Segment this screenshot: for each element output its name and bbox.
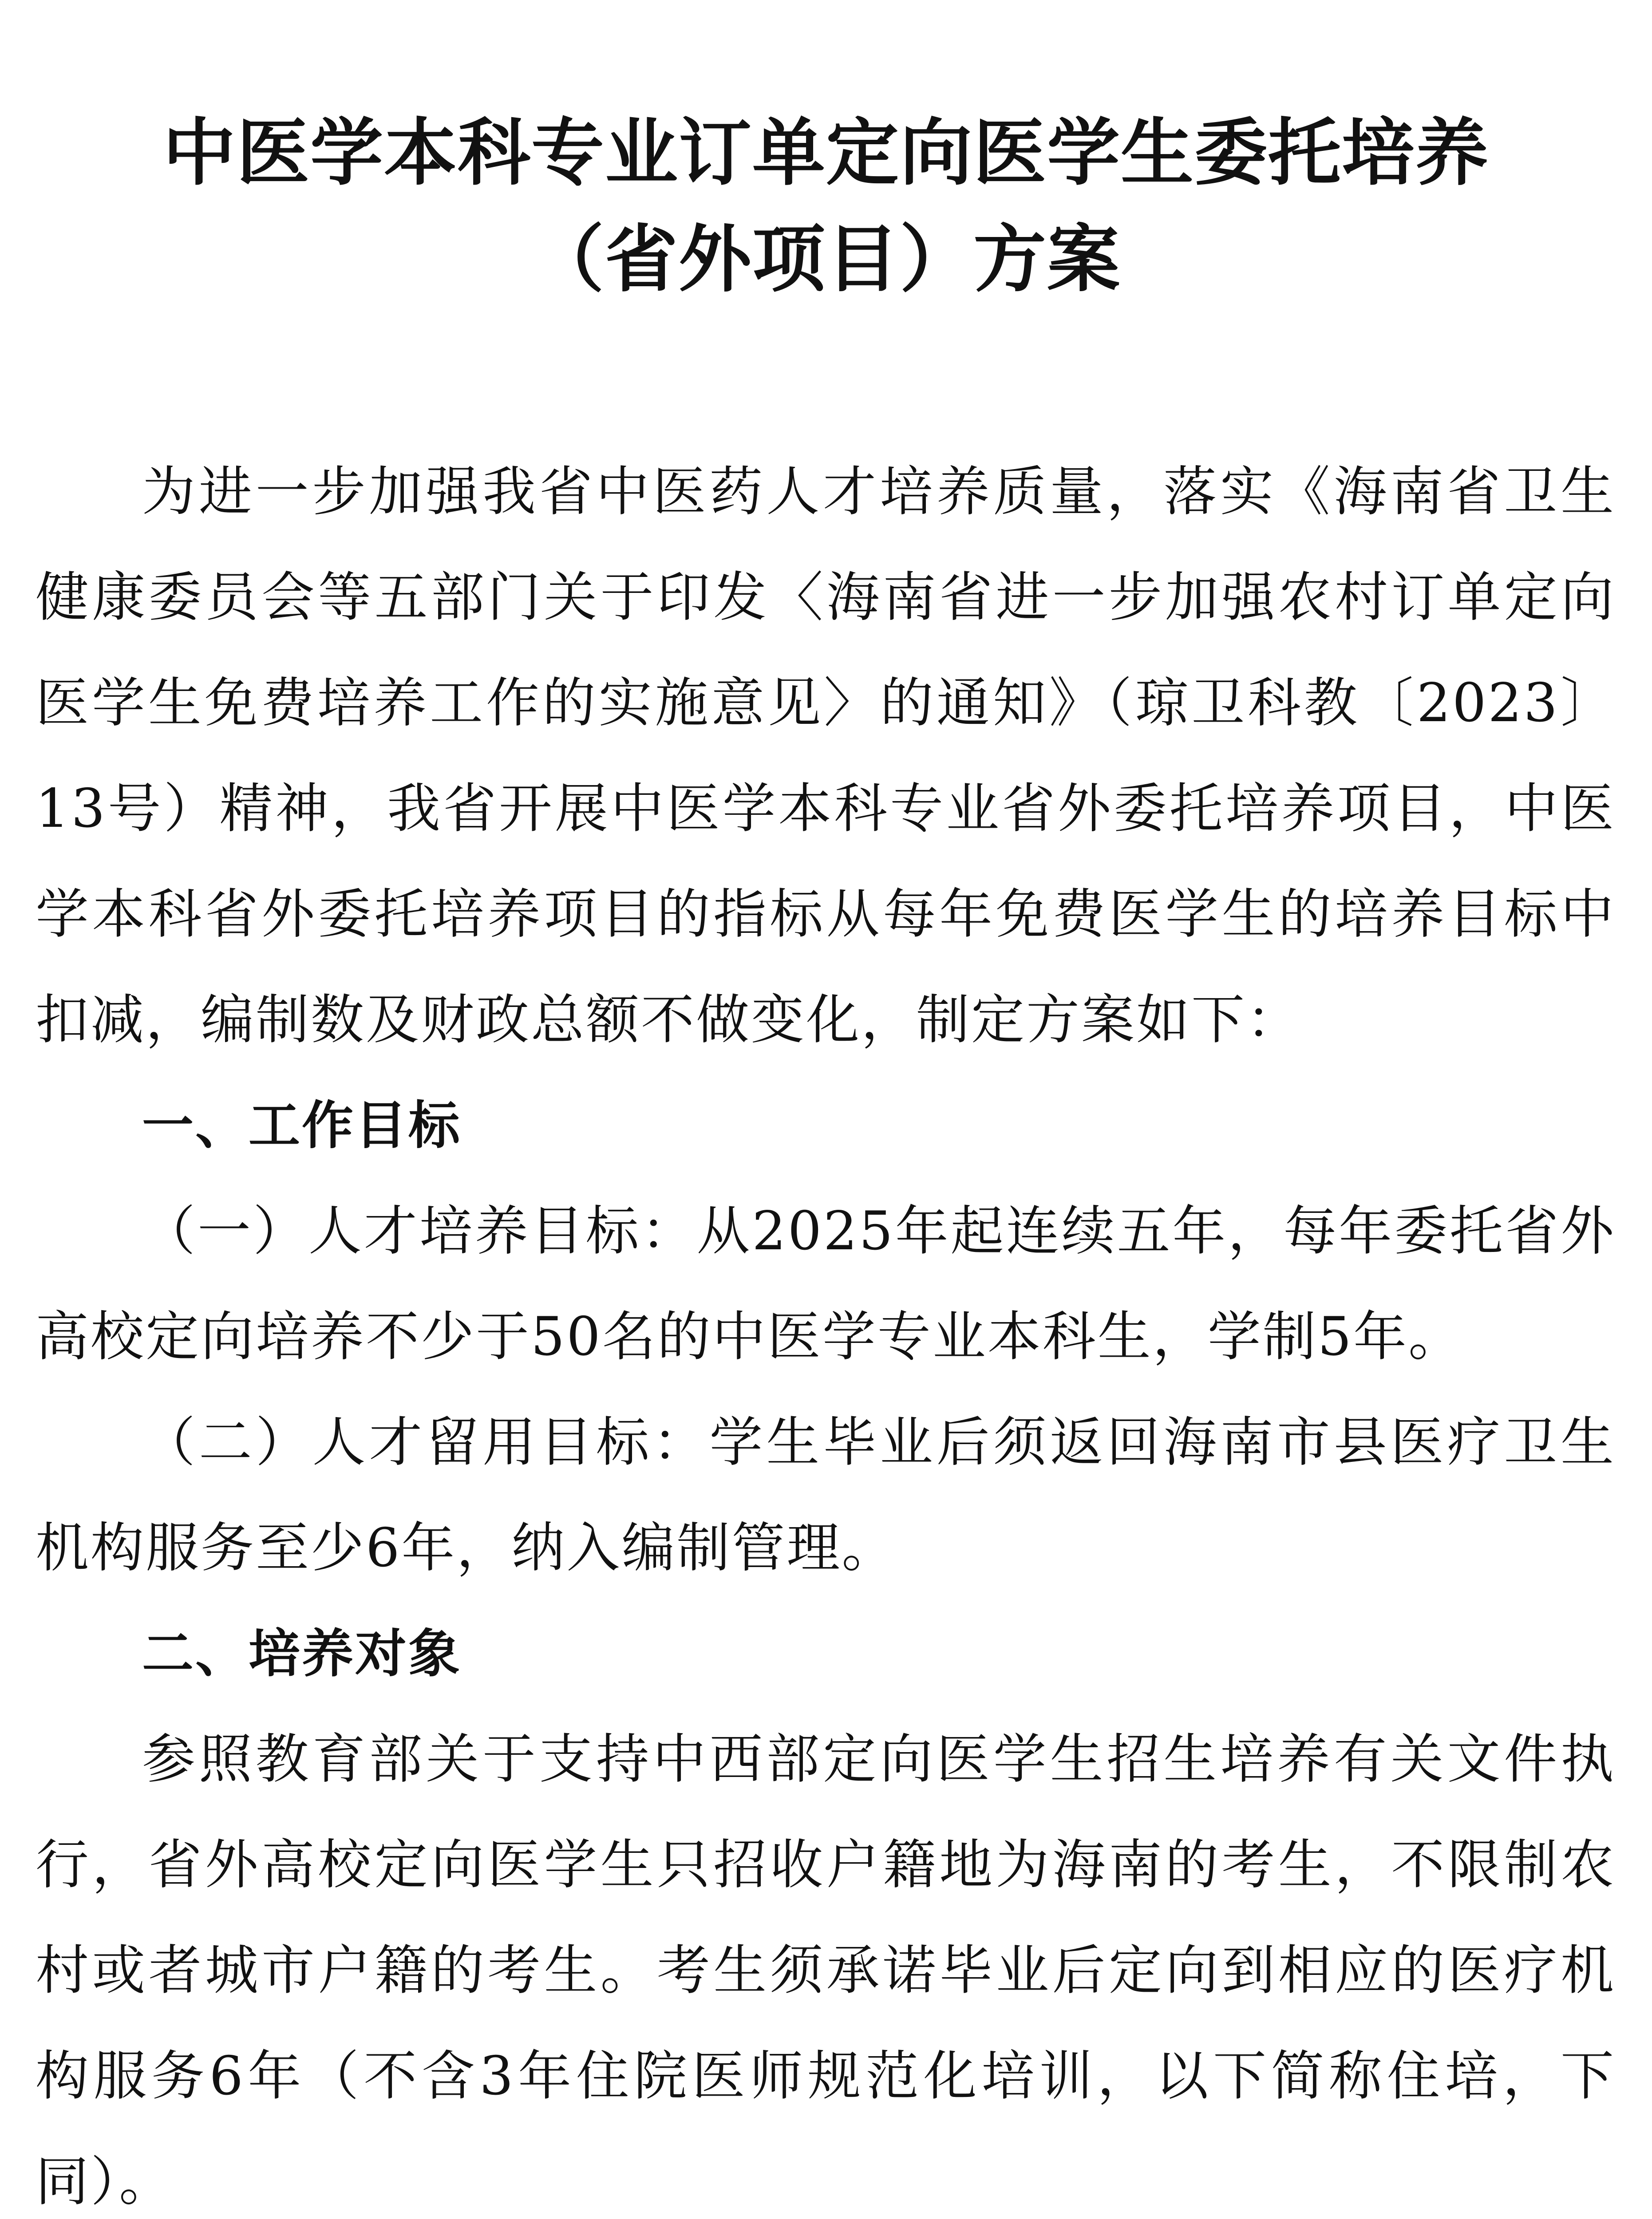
document-title-line-1: 中医学本科专业订单定向医学生委托培养 bbox=[162, 110, 1489, 195]
talent-retention-goal-paragraph: （二）人才留用目标：学生毕业后须返回海南市县医疗卫生机构服务至少6年，纳入编制管理。 bbox=[36, 1412, 1616, 1579]
intro-paragraph: 为进一步加强我省中医药人才培养质量，落实《海南省卫生健康委员会等五部门关于印发〈海南省进一步加强农村订单定向医学生免费培养工作的实施意见〉的通知》（琼卫科教〔2023〕13号）精神，我省开展中医学本科专业省外委托培养项目，中医学本科省外委托培养项目的指标从每年免费医学生的培养目标中扣减，编制数及财政总额不做变化，制定方案如下： bbox=[36, 461, 1616, 1051]
talent-training-goal-paragraph: （一）人才培养目标：从2025年起连续五年，每年委托省外高校定向培养不少于50名的中医学专业本科生，学制5年。 bbox=[36, 1200, 1616, 1368]
document-body bbox=[36, 439, 1616, 2219]
section-heading-training-targets: 二、培养对象 bbox=[142, 1624, 462, 1684]
section-heading-work-goals: 一、工作目标 bbox=[142, 1096, 462, 1156]
document-title-line-2: （省外项目）方案 bbox=[531, 216, 1121, 302]
training-targets-paragraph: 参照教育部关于支持中西部定向医学生招生培养有关文件执行，省外高校定向医学生只招收户籍地为海南的考生，不限制农村或者城市户籍的考生。考生须承诺毕业后定向到相应的医疗机构服务6年（不含3年住院医师规范化培训，以下简称住培，下同）。 bbox=[36, 1729, 1616, 2213]
